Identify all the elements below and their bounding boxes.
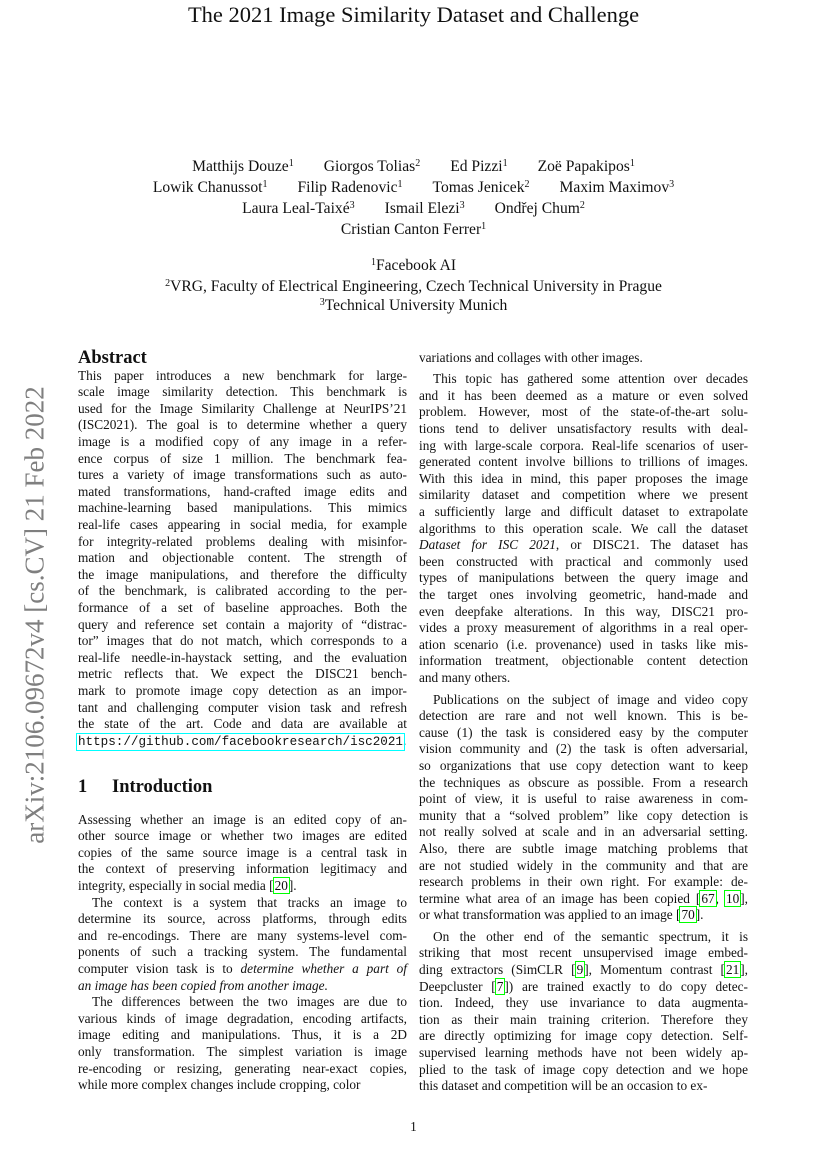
affiliation-number: 2 — [165, 278, 171, 289]
paragraph — [78, 812, 407, 895]
text-line: This topic has gathered some attention over decades — [433, 371, 748, 387]
text-line: mark to promote image copy detection as an impor- — [78, 682, 407, 698]
text-run: integrity, especially in social media [ — [78, 878, 274, 894]
text-line: determine its source, across platforms, through edits — [78, 911, 407, 927]
text-line: for integrity-related problems dealing with misinfor- — [78, 533, 407, 549]
text-line: formance of a set of baseline approaches. Both the — [78, 600, 407, 615]
citation-link[interactable]: 7 — [496, 978, 504, 994]
text-line: are not studied widely in the community and that are — [419, 857, 748, 873]
text-line: On the other end of the semantic spectrum, it is — [433, 928, 748, 944]
author-name-text: Giorgos Tolias — [323, 158, 416, 175]
text-line: query and reference set contain a majority of “distrac- — [78, 616, 407, 632]
text-run: ]) are trained exactly to do copy detec- — [504, 978, 748, 994]
text-line — [78, 961, 407, 978]
text-line: munity that a “solved problem” like copy detection is — [419, 807, 748, 823]
paragraph — [78, 895, 407, 995]
text-run: ], Momentum contrast [ — [584, 962, 725, 978]
text-line: variations and collages with other images. — [419, 349, 643, 365]
abstract-body — [78, 368, 407, 750]
text-line: Assessing whether an image is an edited copy of an- — [78, 811, 407, 827]
text-line: cause (1) the task is considered easy by the computer — [419, 724, 748, 740]
text-line: problem. However, most of the state-of-the-art solu- — [419, 404, 748, 420]
text-line: tion as their main training criterion. Therefore they — [419, 1011, 748, 1027]
text-line: tures a variety of image transformations such as auto- — [78, 467, 407, 483]
author-name — [433, 177, 530, 198]
author-name-text: Tomas Jenicek — [432, 179, 525, 196]
introduction-body — [78, 812, 407, 1094]
text-line: vides a proxy measurement of algorithms in a real oper- — [419, 620, 748, 636]
text-line — [78, 733, 407, 750]
abstract-heading: Abstract — [78, 348, 147, 368]
author-name-text: Matthijs Douze — [192, 158, 289, 175]
author-name — [560, 177, 675, 198]
affiliation-name: VRG, Faculty of Electrical Engineering, Czech Technical University in Prague — [170, 278, 662, 295]
text-line — [78, 978, 407, 995]
text-run: Deepcluster [ — [419, 978, 496, 994]
text-line: Also, there are subtle image matching problems that — [419, 840, 748, 856]
paper-title: The 2021 Image Similarity Dataset and Challenge — [187, 2, 640, 27]
text-run: . — [402, 732, 407, 748]
text-line: similarity dataset and competition where we present — [419, 487, 748, 503]
text-line: mated transformations, hand-crafted image edits and — [78, 483, 407, 499]
author-name — [324, 156, 420, 177]
text-line: vision community and (2) the task is often adversarial, — [419, 741, 748, 757]
author-name-text: Maxim Maximov — [559, 179, 670, 196]
author-name-text: Lowik Chanussot — [152, 179, 263, 196]
emphasis-text: determine whether a part of — [240, 961, 407, 977]
text-line: striking that most recent unsupervised image embed- — [419, 945, 748, 961]
affiliation-marker: 3 — [349, 200, 355, 211]
text-line: ponents of such a tracking system. The fundamental — [78, 944, 407, 960]
text-line — [78, 878, 407, 895]
paragraph — [419, 350, 748, 367]
section-number: 1 — [78, 777, 88, 797]
affiliation-marker: 2 — [524, 179, 530, 190]
text-line — [419, 979, 748, 996]
text-line: the image manipulations, and therefore the difficulty — [78, 566, 407, 582]
citation-link[interactable]: 21 — [725, 962, 740, 978]
author-name — [297, 177, 402, 198]
text-line: Publications on the subject of image and video copy — [433, 691, 748, 707]
text-line: machine-learning based manipulations. This mimics — [78, 500, 407, 516]
text-line: point of view, it is useful to raise awareness in com- — [419, 791, 748, 807]
text-line: (ISC2021). The goal is to determine whether a query — [78, 417, 407, 433]
text-line: the techniques as obscure as possible. From a research — [419, 774, 748, 790]
text-line: image is a modified copy of any image in a refer- — [78, 434, 407, 450]
text-line: research problems in their own right. For example: de- — [419, 874, 748, 890]
text-line: other source image or whether two images are edited — [78, 828, 407, 844]
text-line: of the benchmark, is calibrated according to the per- — [78, 583, 407, 599]
code-url-link[interactable]: https://github.com/facebookresearch/isc2021 — [78, 734, 403, 749]
affiliation-marker: 1 — [262, 179, 268, 190]
affiliation-number: 3 — [319, 297, 325, 308]
author-name — [242, 198, 355, 219]
affiliation — [0, 256, 827, 276]
author-name-text: Cristian Canton Ferrer — [340, 221, 482, 238]
text-line: tor” images that do not match, which corresponds to a — [78, 633, 407, 649]
author-name — [341, 219, 486, 240]
text-line: detection are rare and not well known. This is be- — [419, 708, 748, 724]
text-line: tion. Indeed, they use invariance to data augmenta- — [419, 995, 748, 1011]
text-line: real-life needle-in-haystack setting, and the evaluation — [78, 649, 407, 665]
affiliation-marker: 1 — [481, 221, 487, 232]
text-line: tions tend to deliver unsatisfactory results with deal- — [419, 421, 748, 437]
text-line: various kinds of image degradation, encoding artifacts, — [78, 1010, 407, 1026]
citation-link[interactable]: 20 — [274, 878, 288, 894]
text-line: generated content involve billions to trillions of images. — [419, 454, 748, 470]
text-run: computer vision task is to — [78, 961, 241, 977]
text-line: ation scenario (i.e. provenance) used in tasks like mis- — [419, 636, 748, 652]
author-name-text: Laura Leal-Taixé — [242, 200, 350, 217]
text-line — [419, 962, 748, 979]
text-line: a sufficiently large and difficult dataset to extrapolate — [419, 504, 748, 520]
text-line: even deepfake alterations. In this way, DISC21 pro- — [419, 603, 748, 619]
author-line — [0, 177, 827, 198]
text-line — [419, 537, 748, 554]
text-line: With this idea in mind, this paper proposes the image — [419, 470, 748, 486]
text-line: and it has been deemed as a mature or even solved — [419, 387, 748, 403]
text-run: ], — [740, 962, 749, 978]
text-line: tant and challenging computer vision task and refresh — [78, 699, 407, 715]
author-name-text: Zoë Papakipos — [537, 158, 630, 175]
arxiv-stamp: arXiv:2106.09672v4 [cs.CV] 21 Feb 2022 — [19, 386, 50, 844]
author-name-text: Ismail Elezi — [384, 200, 460, 217]
text-line: This paper introduces a new benchmark for large- — [78, 367, 407, 383]
text-line: ing with large-scale corpora. Real-life scenarios of user- — [419, 437, 748, 453]
text-line: algorithms to this operation scale. We call the dataset — [419, 520, 748, 536]
text-run: ]. — [288, 878, 297, 894]
text-line: mation and objectionable content. The strength of — [78, 550, 407, 566]
affiliation-marker: 1 — [288, 158, 294, 169]
author-name — [153, 177, 268, 198]
affiliation-marker: 3 — [459, 200, 465, 211]
text-line: The differences between the two images are due to — [92, 994, 407, 1010]
author-name — [538, 156, 635, 177]
text-line: not really solved at scale and in an adversarial setting. — [419, 824, 748, 840]
emphasis-text: an image has been copied from another image. — [78, 977, 328, 993]
affiliation-name: Facebook AI — [375, 257, 457, 274]
text-line: are directly optimizing for image copy detection. Self- — [419, 1028, 748, 1044]
citation-link[interactable]: 9 — [576, 962, 584, 978]
author-name — [385, 198, 465, 219]
text-run: or what transformation was applied to an image [ — [419, 907, 681, 923]
text-run: ]. — [695, 907, 704, 923]
emphasis-text: Dataset for ISC 2021 — [419, 537, 556, 553]
author-name — [495, 198, 585, 219]
text-line: The context is a system that tracks an image to — [92, 894, 407, 910]
paragraph — [78, 368, 407, 750]
text-run: ding extractors (SimCLR [ — [419, 962, 576, 978]
affiliation-number: 1 — [370, 257, 376, 268]
paragraph — [419, 692, 748, 924]
text-line: supervised learning methods have not been widely ap- — [419, 1045, 748, 1061]
text-line: re-encoding or resizing, generating near-exact copies, — [78, 1060, 407, 1076]
author-line — [0, 219, 827, 240]
text-line: so organizations that use copy detection want to keep — [419, 757, 748, 773]
text-line: the target ones involving geometric, hand-made and — [419, 587, 748, 602]
affiliation — [0, 277, 827, 297]
text-line: the state of the art. Code and data are available at — [78, 716, 407, 732]
author-name-text: Ondřej Chum — [494, 200, 580, 217]
text-line: used for the Image Similarity Challenge at NeurIPS’21 — [78, 400, 407, 416]
text-line: types of manipulations between the query image and — [419, 570, 748, 586]
affiliation-marker: 2 — [579, 200, 585, 211]
affiliation-marker: 3 — [669, 179, 675, 190]
text-line: the context of preserving information legitimacy and — [78, 861, 407, 877]
affiliation-marker: 1 — [502, 158, 508, 169]
text-line: scale image similarity detection. This benchmark is — [78, 384, 407, 400]
text-run: , — [715, 890, 725, 906]
text-line: this dataset and competition will be an occasion to ex- — [419, 1078, 708, 1094]
text-line: only transformation. The simplest variation is image — [78, 1044, 407, 1059]
text-run: termine what area of an image has been copied [ — [419, 890, 701, 906]
text-line: been constructed with practical and commonly used — [419, 553, 748, 569]
text-line: real-life cases appearing in social media, for example — [78, 517, 407, 533]
affiliation-marker: 1 — [629, 158, 635, 169]
section-heading-introduction — [78, 774, 212, 800]
affiliation — [0, 296, 827, 316]
text-line: and re-encodings. There are many systems-level com- — [78, 927, 407, 943]
right-column-body — [419, 350, 748, 1095]
author-line — [0, 156, 827, 177]
text-line: plied to the task of image copy detection and we hope — [419, 1061, 748, 1077]
text-line — [419, 891, 748, 908]
affiliation-name: Technical University Munich — [324, 297, 508, 314]
text-line: ence corpus of size 1 million. The benchmark fea- — [78, 450, 407, 466]
text-line: information treatment, objectionable content detection — [419, 653, 748, 669]
page-number: 1 — [410, 1119, 417, 1134]
text-run: ], — [740, 890, 749, 906]
author-name — [192, 156, 294, 177]
author-name — [450, 156, 507, 177]
paragraph — [419, 371, 748, 686]
text-line — [419, 907, 748, 924]
paragraph — [78, 994, 407, 1094]
text-line: metric reflects that. We expect the DISC21 bench- — [78, 666, 407, 682]
affiliation-marker: 1 — [397, 179, 403, 190]
text-line: image editing and manipulations. Thus, it is a 2D — [78, 1027, 407, 1043]
text-line: while more complex changes include cropping, color — [78, 1077, 361, 1093]
affiliation-marker: 2 — [415, 158, 421, 169]
author-name-text: Ed Pizzi — [450, 158, 503, 175]
paragraph — [419, 929, 748, 1095]
author-line — [0, 198, 827, 219]
text-line: copies of the same source image is a central task in — [78, 844, 407, 860]
citation-link[interactable]: 70 — [681, 907, 695, 923]
section-title: Introduction — [112, 777, 213, 797]
text-line: and many others. — [419, 669, 511, 685]
citation-link[interactable]: 67 — [701, 890, 715, 906]
text-run: , or DISC21. The dataset has — [555, 537, 748, 553]
author-name-text: Filip Radenovic — [297, 179, 398, 196]
citation-link[interactable]: 10 — [725, 890, 740, 906]
